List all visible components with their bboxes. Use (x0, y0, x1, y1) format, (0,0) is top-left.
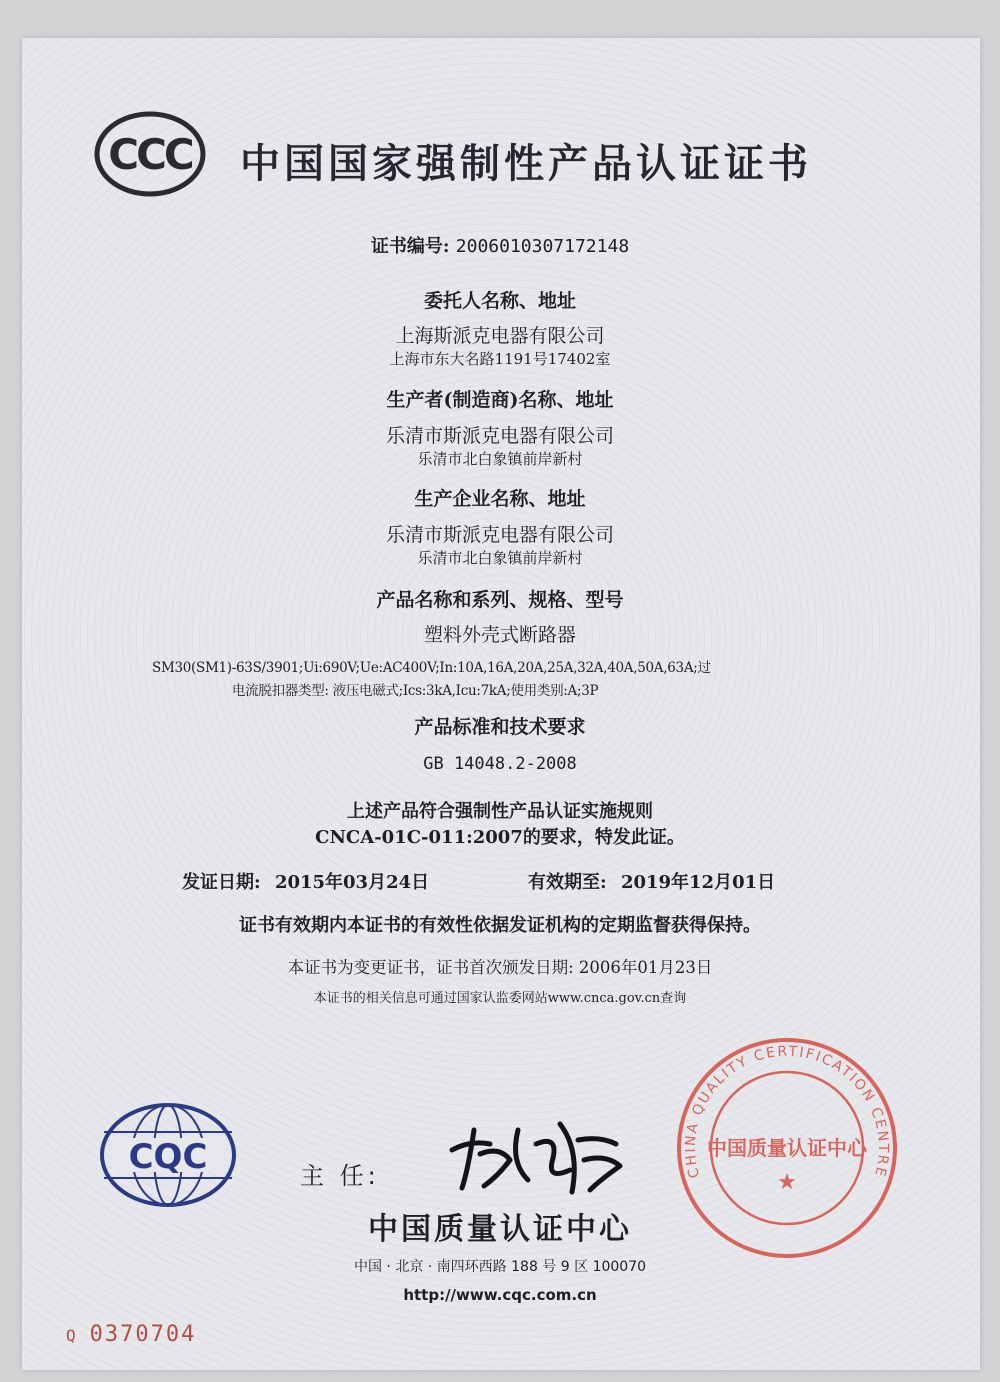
certificate-number-label: 证书编号: (370, 236, 450, 257)
applicant-name: 上海斯派克电器有限公司 (395, 325, 605, 347)
conformity-line-1: 上述产品符合强制性产品认证实施规则 (347, 801, 653, 822)
product-spec-line-1: SM30(SM1)-63S/3901;Ui:690V;Ue:AC400V;In:10A,16A,20A,25A,32A,40A,50A,63A;过 (152, 660, 711, 676)
applicant-address: 上海市东大名路1191号17402室 (389, 350, 611, 368)
product-heading: 产品名称和系列、规格、型号 (376, 589, 624, 611)
manufacturer-name: 乐清市斯派克电器有限公司 (385, 425, 614, 447)
issue-date: 2015年03月24日 (274, 872, 430, 893)
product-spec-line-2: 电流脱扣器类型: 液压电磁式;Ics:3kA,Icu:7kA;使用类别:A;3P (232, 683, 599, 699)
expiry-date: 2019年12月01日 (620, 872, 776, 893)
cqc-logo-text: CQC (128, 1137, 208, 1177)
issue-date-row (182, 868, 429, 894)
seal-english-text: CHINA QUALITY CERTIFICATION CENTRE (682, 1043, 892, 1180)
seal-chinese-text: 中国质量认证中心 (707, 1136, 867, 1160)
cqc-logo (98, 1100, 238, 1210)
director-signature (440, 1110, 630, 1200)
factory-address: 乐清市北白象镇前岸新村 (417, 549, 583, 567)
expiry-date-row (528, 868, 775, 894)
serial-number: 0370704 (89, 1322, 197, 1347)
organization-website[interactable]: http://www.cqc.com.cn (403, 1286, 597, 1304)
director-label: 主 任: (300, 1162, 380, 1190)
ccc-logo-text: CCC (108, 130, 192, 179)
conformity-line-2: CNCA-01C-011:2007的要求，特发此证。 (315, 827, 685, 848)
serial-prefix: Q (66, 1326, 78, 1345)
expiry-date-label: 有效期至: (528, 872, 607, 893)
product-name: 塑料外壳式断路器 (423, 624, 576, 646)
manufacturer-heading: 生产者(制造商)名称、地址 (386, 389, 614, 411)
factory-heading: 生产企业名称、地址 (414, 488, 586, 510)
query-note: 本证书的相关信息可通过国家认监委网站www.cnca.gov.cn查询 (313, 991, 687, 1006)
factory-name: 乐清市斯派克电器有限公司 (385, 524, 614, 546)
certificate-number: 2006010307172148 (455, 236, 630, 257)
organization-address: 中国 · 北京 · 南四环西路 188 号 9 区 100070 (353, 1259, 647, 1275)
certificate-title: 中国国家强制性产品认证证书 (240, 141, 812, 187)
ccc-logo (94, 110, 206, 198)
serial-number-row (66, 1322, 196, 1347)
applicant-heading: 委托人名称、地址 (423, 290, 576, 312)
manufacturer-address: 乐清市北白象镇前岸新村 (417, 450, 583, 468)
official-seal (672, 1033, 902, 1263)
standard-value: GB 14048.2-2008 (423, 754, 577, 774)
change-note: 本证书为变更证书，证书首次颁发日期: 2006年01月23日 (287, 958, 713, 977)
seal-star-icon: ★ (777, 1170, 797, 1195)
validity-note: 证书有效期内本证书的有效性依据发证机构的定期监督获得保持。 (239, 915, 761, 936)
issue-date-label: 发证日期: (182, 872, 261, 893)
organization-name: 中国质量认证中心 (368, 1212, 632, 1247)
standard-heading: 产品标准和技术要求 (414, 716, 586, 738)
certificate-number-row (0, 232, 1000, 258)
